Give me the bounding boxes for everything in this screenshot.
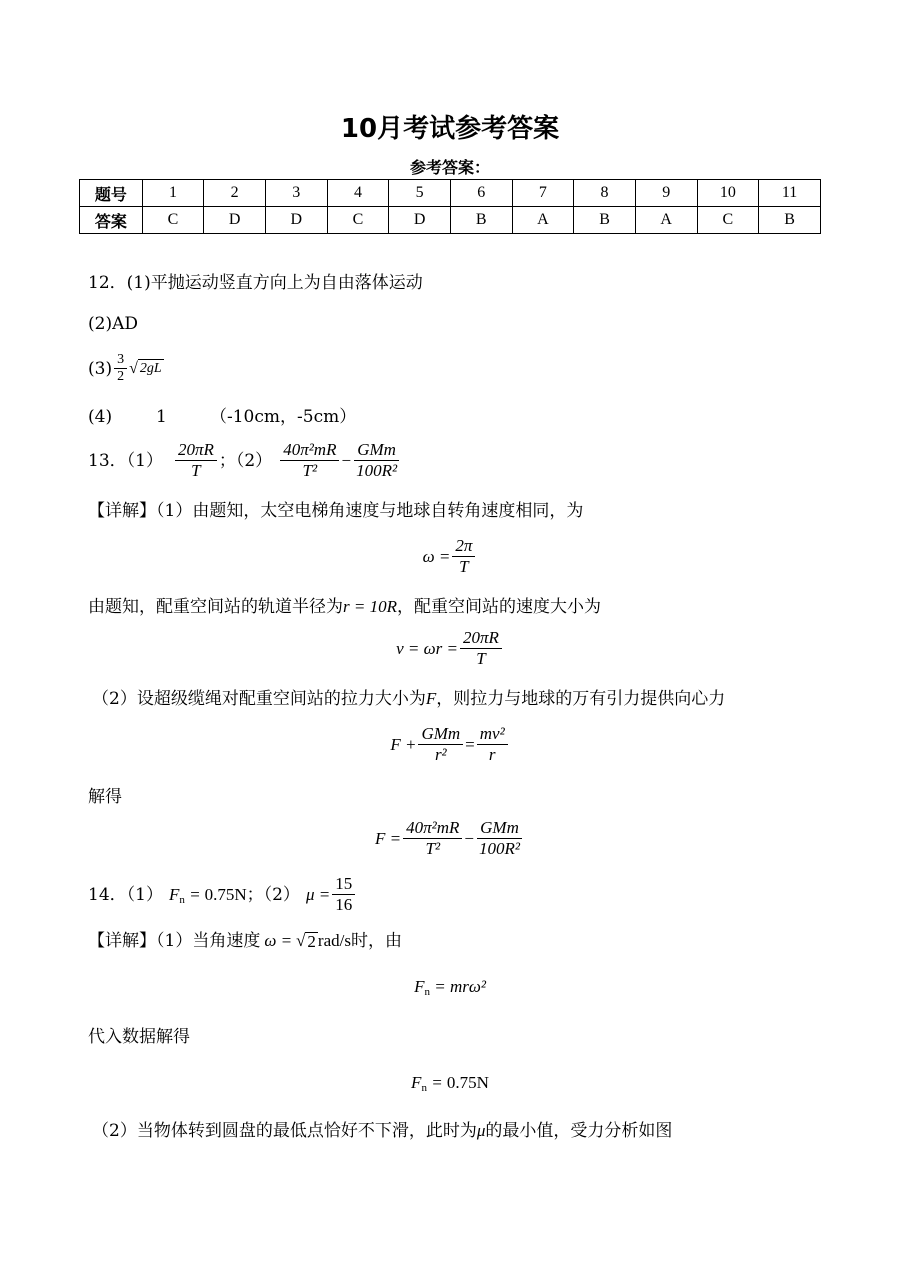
- minus-sign: −: [464, 828, 474, 848]
- q14-eq-fn-value: [0, 1072, 900, 1094]
- fraction-numerator: 40π²mR: [280, 440, 339, 461]
- omega-equals: ω =: [264, 931, 293, 950]
- q14-separator: ；（2）: [246, 884, 300, 905]
- q14-detail3: [92, 1120, 672, 1142]
- q13-eq-omega: [0, 536, 900, 577]
- eq-fraction-2: [476, 818, 523, 859]
- table-row-answers: [80, 207, 821, 234]
- q13-detail2: [88, 596, 601, 618]
- answer-table: [79, 179, 821, 234]
- sqrt-sign: √: [129, 359, 138, 377]
- fraction-numerator: 20πR: [460, 628, 502, 649]
- table-cell-number: 7: [512, 180, 574, 207]
- table-cell-number: 1: [142, 180, 204, 207]
- q13-detail3: [92, 688, 725, 710]
- table-cell-answer: C: [142, 207, 204, 234]
- fraction-denominator: T: [476, 649, 486, 668]
- table-cell-answer: A: [635, 207, 697, 234]
- table-cell-answer: D: [204, 207, 266, 234]
- table-header-number: 题号: [80, 180, 143, 207]
- eq-fraction-2: [477, 724, 508, 765]
- q14-mu-symbol: μ =: [305, 884, 331, 904]
- q13-answer2-fraction-a: [280, 440, 339, 481]
- q13-separator: ；（2）: [218, 450, 273, 471]
- eq-fraction-1: [403, 818, 462, 859]
- q12-part3-fraction: [114, 352, 127, 385]
- detail2-post: ，配重空间站的速度大小为: [396, 597, 601, 617]
- table-cell-number: 5: [389, 180, 451, 207]
- table-cell-answer: D: [265, 207, 327, 234]
- detail3-post: ，则拉力与地球的万有引力提供向心力: [436, 689, 726, 709]
- q12-part4-value: 1: [156, 407, 167, 427]
- table-cell-number: 9: [635, 180, 697, 207]
- q14-lead: 14．（1）: [88, 884, 163, 905]
- eq-lhs: v = ωr =: [396, 638, 458, 658]
- table-cell-answer: C: [697, 207, 759, 234]
- fraction-denominator: T: [191, 461, 201, 480]
- q13-detail1: 【详解】（1）由题知，太空电梯角速度与地球自转角速度相同，为: [88, 501, 584, 521]
- detail2-pre: 由题知，配重空间站的轨道半径为: [88, 597, 343, 617]
- eq-lhs: ω =: [422, 546, 451, 566]
- q12-part1: 12．(1)平抛运动竖直方向上为自由落体运动: [88, 273, 423, 293]
- q13-solve: 解得: [88, 787, 122, 807]
- fraction-numerator: GMm: [354, 440, 399, 461]
- page-title: 10月考试参考答案: [340, 114, 560, 144]
- q13-eq-force2: [0, 818, 900, 859]
- fraction-numerator: GMm: [418, 724, 463, 745]
- q12-part2: (2)AD: [88, 314, 138, 334]
- eq-rhs: mrω²: [449, 977, 486, 996]
- q14-fn-symbol: $F_n$ =: [168, 884, 201, 906]
- table-cell-answer: B: [450, 207, 512, 234]
- q13-eq-force1: [0, 724, 900, 765]
- eq-lhs: $F_n$ =: [414, 977, 450, 998]
- detail3-pre: （2）设超级缆绳对配重空间站的拉力大小为: [92, 689, 426, 709]
- q12-part3-label: (3): [88, 358, 113, 379]
- eq-fraction: [460, 628, 502, 669]
- fraction-denominator: T: [459, 557, 469, 576]
- detail1-pre: 【详解】（1）当角速度: [88, 931, 261, 951]
- fraction-denominator: T²: [302, 461, 318, 480]
- q12-part3: [88, 352, 164, 385]
- table-cell-answer: B: [574, 207, 636, 234]
- fraction-numerator: 40π²mR: [403, 818, 462, 839]
- fraction-denominator: 100R²: [356, 461, 398, 480]
- table-cell-answer: C: [327, 207, 389, 234]
- fraction-numerator: 3: [114, 352, 127, 369]
- table-cell-number: 8: [574, 180, 636, 207]
- table-cell-number: 4: [327, 180, 389, 207]
- eq-fraction-1: [418, 724, 463, 765]
- fraction-denominator: r²: [434, 745, 447, 764]
- unit: rad/s: [317, 931, 351, 950]
- subtitle: 参考答案：: [409, 158, 490, 177]
- fraction-denominator: 100R²: [479, 839, 520, 858]
- equals-sign: =: [465, 734, 475, 754]
- fraction-numerator: 20πR: [175, 440, 217, 461]
- q14-answer-line: [88, 874, 357, 915]
- table-cell-answer: D: [389, 207, 451, 234]
- detail3-pre: （2）当物体转到圆盘的最低点恰好不下滑，此时为: [92, 1121, 477, 1141]
- table-cell-answer: B: [759, 207, 821, 234]
- q13-answer2-fraction-b: [353, 440, 400, 481]
- table-cell-answer: A: [512, 207, 574, 234]
- fraction-numerator: mv²: [477, 724, 508, 745]
- fraction-denominator: r: [488, 745, 496, 764]
- q13-eq-v: [0, 628, 900, 669]
- sqrt-value: 2: [307, 931, 316, 951]
- eq-lhs: F +: [390, 734, 417, 754]
- q14-detail1: [88, 930, 402, 952]
- fraction-denominator: T²: [425, 839, 441, 858]
- q14-answer1: 0.75N: [204, 884, 247, 904]
- q13-answer1-fraction: [175, 440, 217, 481]
- table-header-answer: 答案: [80, 207, 143, 234]
- detail3-post: 的最小值，受力分析如图: [485, 1121, 673, 1141]
- fraction-numerator: 15: [332, 874, 355, 895]
- eq-lhs: F =: [375, 828, 402, 848]
- q13-answer-line: [88, 440, 402, 481]
- q12-part3-root: 2gL: [139, 361, 162, 376]
- table-cell-number: 11: [759, 180, 821, 207]
- q14-answer2-fraction: [332, 874, 355, 915]
- table-cell-number: 3: [265, 180, 327, 207]
- eq-rhs: 0.75N: [446, 1073, 489, 1092]
- fraction-numerator: 2π: [452, 536, 475, 557]
- table-cell-number: 6: [450, 180, 512, 207]
- table-cell-number: 10: [697, 180, 759, 207]
- table-cell-number: 2: [204, 180, 266, 207]
- detail3-F: F: [425, 689, 437, 708]
- q12-part4-label: (4): [88, 407, 113, 427]
- detail2-r: r = 10R: [343, 597, 397, 616]
- fraction-numerator: GMm: [477, 818, 522, 839]
- table-row-numbers: [80, 180, 821, 207]
- q12-part4-coords: （-10cm，-5cm）: [210, 407, 357, 427]
- eq-fraction: [452, 536, 475, 577]
- detail1-post: 时，由: [350, 931, 402, 951]
- q14-detail2: 代入数据解得: [88, 1027, 190, 1047]
- fraction-denominator: 16: [335, 895, 353, 914]
- q14-eq-fn: [0, 976, 900, 998]
- eq-lhs: $F_n$ =: [411, 1073, 447, 1094]
- minus-sign: −: [341, 450, 352, 470]
- sqrt-sign: √: [296, 931, 306, 950]
- fraction-denominator: 2: [117, 369, 125, 384]
- mu-symbol: μ: [476, 1121, 486, 1140]
- q13-lead: 13．（1）: [88, 450, 163, 471]
